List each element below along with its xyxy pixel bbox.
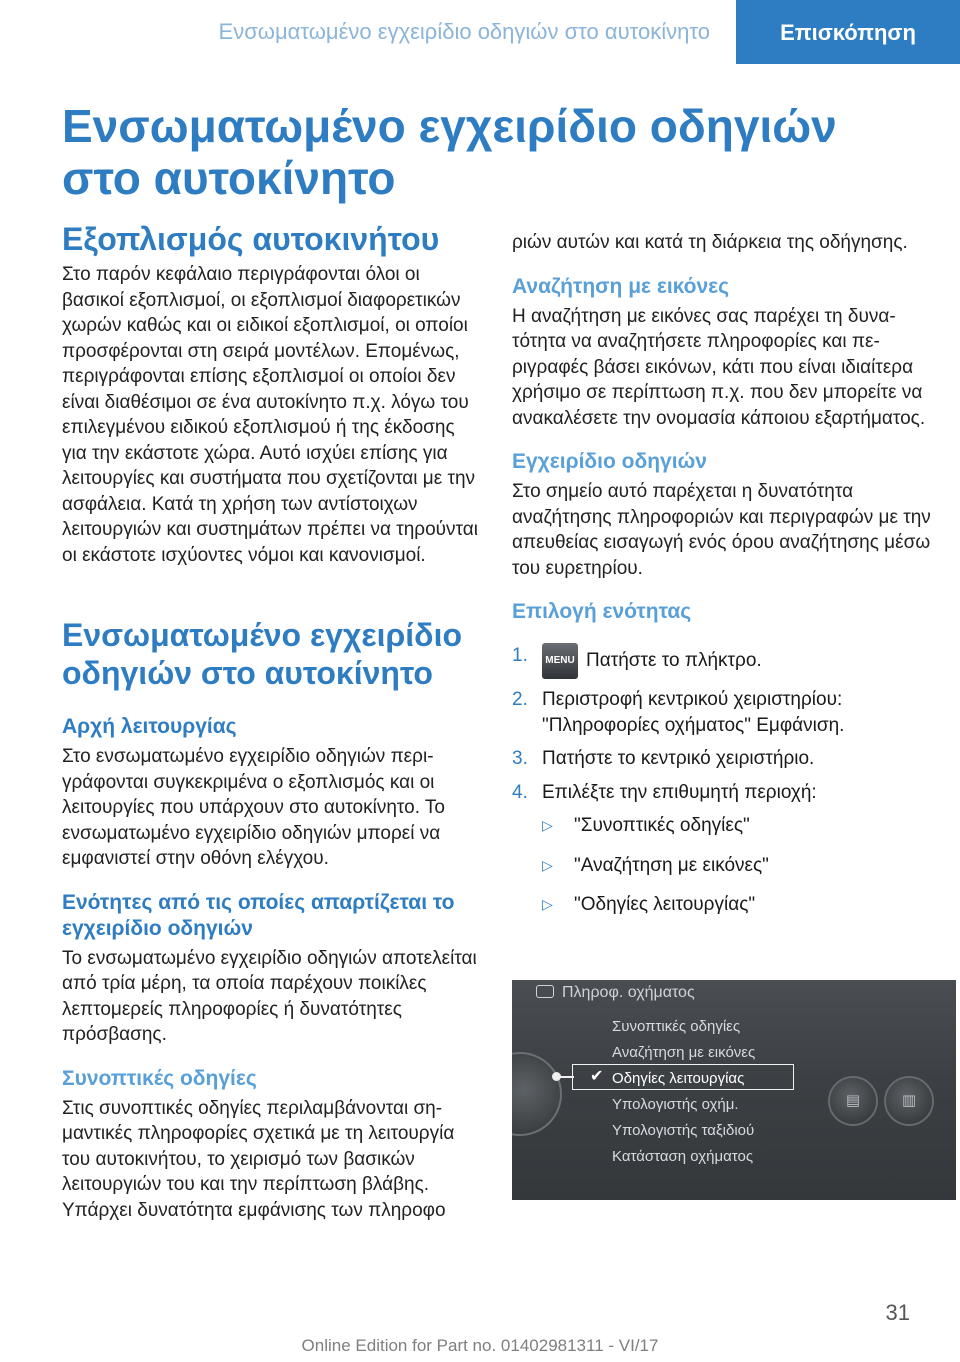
equipment-heading: Εξοπλισμός αυτοκινήτου xyxy=(62,221,440,257)
triangle-bullet-icon: ▷ xyxy=(542,817,553,833)
step-text: Περιστροφή κεντρικού χειριστηρίου: "Πληροφορίες οχήματος" Εμφάνιση. xyxy=(542,689,845,736)
edition-footer: Online Edition for Part no. 01402981311 - VI/17 xyxy=(301,1336,659,1355)
page-header xyxy=(0,0,960,62)
manual-sub-heading: Εγχειρίδιο οδηγιών xyxy=(512,450,707,473)
step-number: 2. xyxy=(512,689,528,710)
sections-body: Το ενσωματωμένο εγχειρίδιο οδηγιών αποτελείται από τρία μέρη, τα οποία παρέχουν ποικίλες λεπτομερείς πληροφορίες ή δυνατότητες πρόσβασης. xyxy=(62,947,477,1045)
screen-menu-item-selected: Οδηγίες λειτουργίας xyxy=(612,1070,745,1087)
principle-heading: Αρχή λειτουργίας xyxy=(62,715,237,738)
header-breadcrumb: Ενσωματωμένο εγχειρίδιο οδηγιών στο αυτοκίνητο xyxy=(218,19,710,44)
step-text: Πατήστε το πλήκτρο. xyxy=(586,650,762,672)
right-column xyxy=(512,230,932,932)
area-options-list xyxy=(542,813,932,918)
controller-knob-icon xyxy=(512,1052,562,1136)
quick-guide-body-continued: ριών αυτών και κατά τη διάρκεια της οδήγησης. xyxy=(512,232,908,253)
screen-menu-item: Υπολογιστής ταξιδιού xyxy=(612,1122,755,1139)
quick-guide-body: Στις συνοπτικές οδηγίες περιλαμβάνονται σημαντικές πληροφορίες σχετικά με τη λειτουργία του αυτοκινήτου, το χειρισμό των βασικών λειτουργιών του και την περίπτωση βλάβης. Υπάρχει δυνατότητα εμφάνισης των πληροφο xyxy=(62,1097,455,1221)
manual-sub-body: Στο σημείο αυτό παρέχεται η δυνατότητα αναζήτησης πληροφοριών και περιγραφών με την απευθείας εισαγωγή ενός όρου αναζήτησης μέσω του ευρετηρίου. xyxy=(512,481,931,579)
list-item: ▷ "Αναζήτηση με εικόνες" xyxy=(542,853,932,879)
page-title: Ενσωματωμένο εγχειρίδιο οδηγιών στο αυτοκίνητο xyxy=(62,100,837,204)
step-item xyxy=(512,780,932,918)
image-search-heading: Αναζήτηση με εικόνες xyxy=(512,274,730,298)
equipment-body: Στο παρόν κεφάλαιο περιγράφονται όλοι οι βασικοί εξοπλισμοί, οι εξοπλισμοί διαφορετικών χωρών καθώς και οι ειδικοί εξοπλισμοί, οι οποίοι προσφέρονται στη σειρά μοντέλων. Επομένως, περιγράφονται επίσης εξοπλισμοί οι οποίοι δεν είναι διαθέσιμοι σε ένα αυτοκίνητο π.χ. λόγω του επιλεγμένου ειδικού εξοπλισμού ή της έκδοσης για την εκάστοτε χώρα. Αυτό ισχύει επίσης για λειτουργίες και συστήματα που σχετίζονται με την ασφάλεια. Κατά τη χρήση των αντίστοιχων λειτουργιών και συστημάτων πρέπει να τηρούνται οι εκάστοτε ισχύοντες νόμοι και κανονισμοί. xyxy=(62,264,478,566)
screen-title: Πληροφ. οχήματος xyxy=(536,984,695,1002)
screen-menu-item: Αναζήτηση με εικόνες xyxy=(612,1044,756,1061)
triangle-bullet-icon: ▷ xyxy=(542,856,553,873)
header-breadcrumb-area xyxy=(0,0,736,62)
principle-body: Στο ενσωματωμένο εγχειρίδιο οδηγιών περιγράφονται συγκεκριμένα ο εξοπλισμός και οι λειτουργίες που υπάρχουν στο αυτοκίνητο. Το ενσωματωμένο εγχειρίδιο οδηγιών μπορεί να εμφανιστεί στην οθόνη ελέγχου. xyxy=(62,746,445,869)
idrive-screen-image xyxy=(512,980,956,1200)
list-item: ▷ "Οδηγίες λειτουργίας" xyxy=(542,892,932,918)
screen-menu xyxy=(612,1014,755,1170)
screen-menu-item: Συνοπτικές οδηγίες xyxy=(612,1018,741,1035)
header-section-tab: Επισκόπηση xyxy=(736,0,960,64)
step-number: 4. xyxy=(512,781,528,803)
car-info-icon xyxy=(536,985,554,998)
sections-heading: Ενότητες από τις οποίες απαρτίζεται το εγχειρίδιο οδηγιών xyxy=(62,890,455,940)
step-number: 3. xyxy=(512,748,528,769)
image-search-body: Η αναζήτηση με εικόνες σας παρέχει τη δυνατότητα να αναζητήσετε πληροφορίες και περιγραφές βάσει εικόνων, κάτι που είναι ιδιαίτερα χρήσιμο σε περίπτωση π.χ. που δεν μπορείτε να ανακαλέσετε την ονομασία κάποιου εξαρτήματος. xyxy=(512,305,926,429)
page-number: 31 xyxy=(885,1300,910,1325)
menu-knob-icon: ▥ xyxy=(884,1076,934,1126)
quick-guide-heading: Συνοπτικές οδηγίες xyxy=(62,1066,257,1090)
triangle-bullet-icon: ▷ xyxy=(542,896,553,912)
step-item xyxy=(512,687,932,738)
list-item: ▷ "Συνοπτικές οδηγίες" xyxy=(542,813,932,839)
step-number: 1. xyxy=(512,645,528,666)
manual-heading: Ενσωματωμένο εγχειρίδιο οδηγιών στο αυτοκίνητο xyxy=(62,617,462,691)
screen-menu-item: Υπολογιστής οχήμ. xyxy=(612,1096,739,1113)
left-column xyxy=(62,220,482,1223)
step-text: Πατήστε το κεντρικό χειριστήριο. xyxy=(542,748,815,769)
steps-list xyxy=(512,643,932,918)
step-item xyxy=(512,643,932,679)
menu-button-icon: MENU xyxy=(542,643,578,679)
step-item xyxy=(512,746,932,772)
select-section-heading: Επιλογή ενότητας xyxy=(512,600,692,623)
step-text: Επιλέξτε την επιθυμητή περιοχή: xyxy=(542,781,817,803)
screen-menu-item: Κατάσταση οχήματος xyxy=(612,1148,754,1165)
check-icon: ✔ xyxy=(590,1068,604,1085)
options-knob-icon: ▤ xyxy=(828,1076,878,1126)
